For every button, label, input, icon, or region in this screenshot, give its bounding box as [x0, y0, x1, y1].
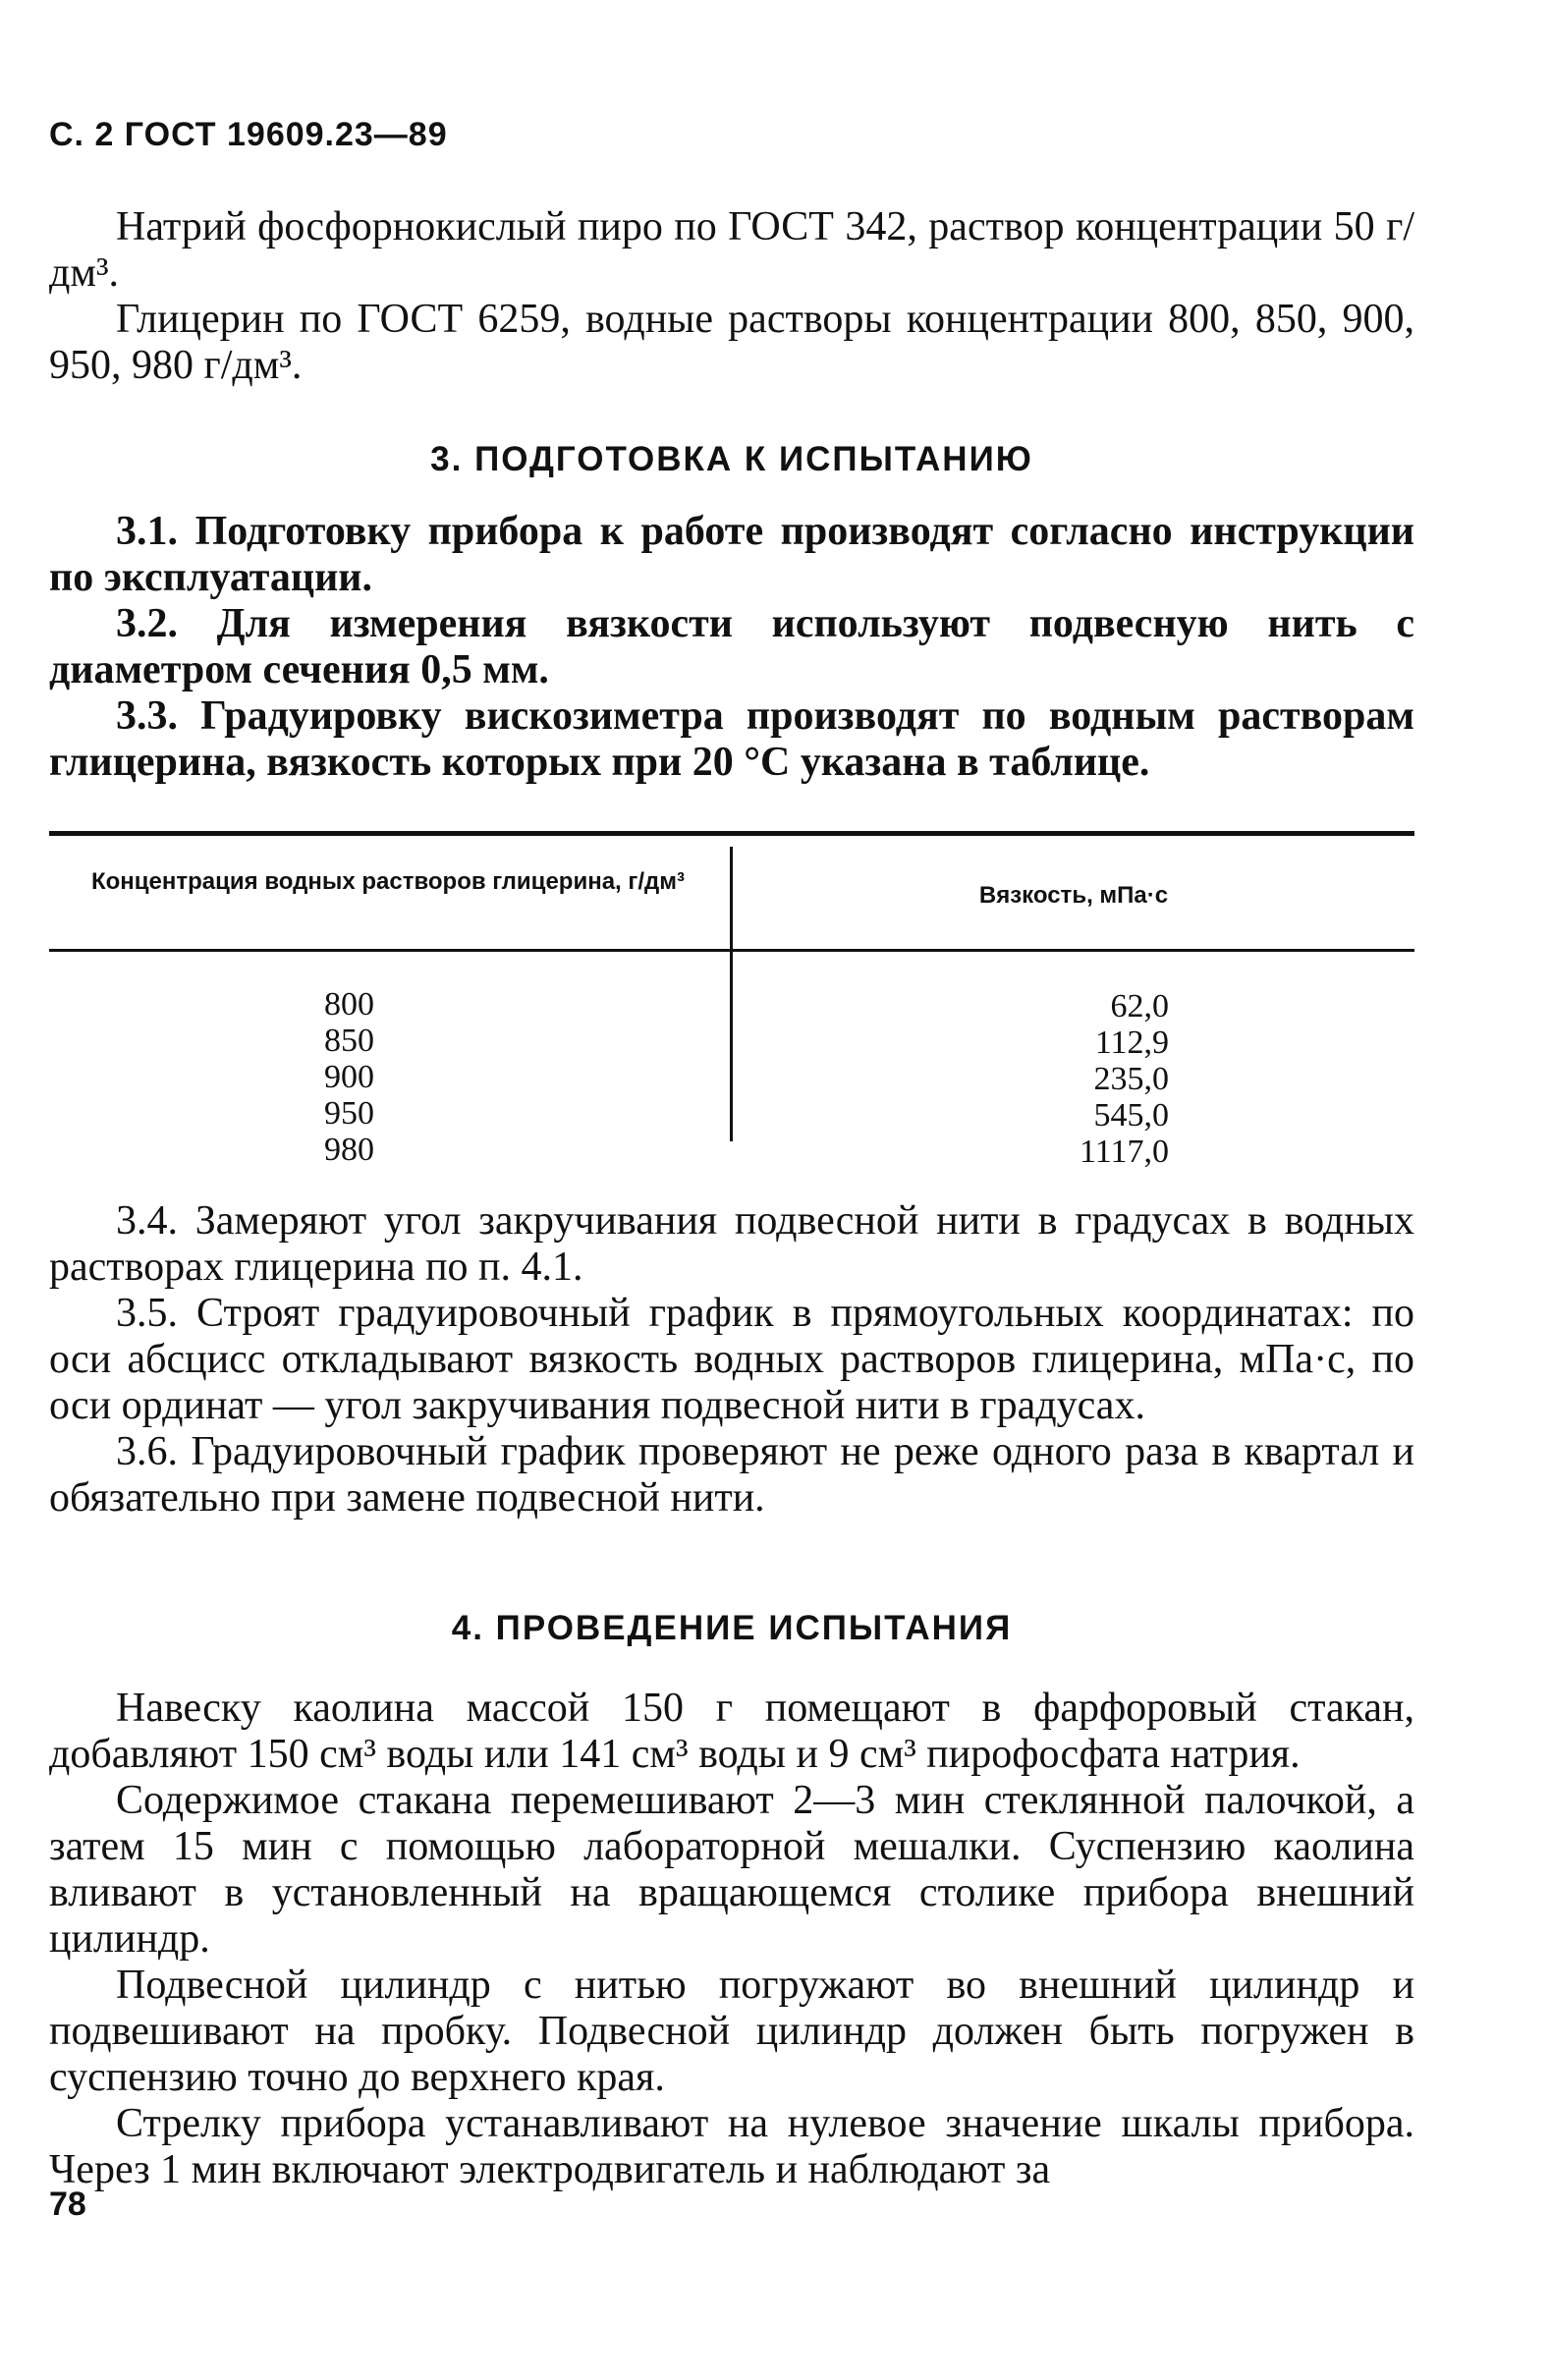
table-cell: 800 [324, 986, 374, 1023]
paragraph: Содержимое стакана перемешивают 2—3 мин стеклянной палочкой, а затем 15 мин с помощью лабораторной мешалки. Суспензию каолина вливают в установленный на вращающемся столике прибора внешний цилиндр. [49, 1778, 1414, 1962]
table-cell: 850 [324, 1023, 374, 1059]
table-header-concentration: Концентрация водных растворов глицерина, г/дм³ [90, 868, 686, 895]
section-3-text [49, 509, 1414, 786]
viscosity-table [49, 831, 1414, 1170]
table-cell: 235,0 [1093, 1061, 1169, 1097]
table-cell: 62,0 [1110, 988, 1169, 1024]
paragraph: Навеску каолина массой 150 г помещают в фарфоровый стакан, добавляют 150 см³ воды или 141 см³ воды и 9 см³ пирофосфата натрия. [49, 1686, 1414, 1777]
section-3-continued-text [49, 1198, 1414, 1522]
section-4-text [49, 1686, 1414, 2193]
paragraph: Подвесной цилиндр с нитью погружают во внешний цилиндр и подвешивают на пробку. Подвесной цилиндр должен быть погружен в суспензию точно до верхнего края. [49, 1963, 1414, 2100]
section-4-title: 4. ПРОВЕДЕНИЕ ИСПЫТАНИЯ [451, 1609, 1013, 1647]
section-3-title: 3. ПОДГОТОВКА К ИСПЫТАНИЮ [430, 440, 1033, 478]
paragraph: Глицерин по ГОСТ 6259, водные растворы концентрации 800, 850, 900, 950, 980 г/дм³. [49, 297, 1414, 388]
paragraph: Стрелку прибора устанавливают на нулевое значение шкалы прибора. Через 1 мин включают электродвигатель и наблюдают за [49, 2101, 1414, 2192]
table-top-rule [49, 831, 1414, 836]
table-cell: 112,9 [1094, 1024, 1169, 1061]
paragraph: 3.6. Градуировочный график проверяют не реже одного раза в квартал и обязательно при замене подвесной нити. [49, 1429, 1414, 1521]
paragraph: 3.1. Подготовку прибора к работе производят согласно инструкции по эксплуатации. [49, 509, 1414, 600]
table-cell: 900 [324, 1059, 374, 1095]
paragraph: Натрий фосфорнокислый пиро по ГОСТ 342, раствор концентрации 50 г/дм³. [49, 204, 1414, 296]
running-header: С. 2 ГОСТ 19609.23—89 [49, 116, 448, 153]
page-number: 78 [49, 2186, 86, 2223]
intro-text [49, 204, 1414, 389]
paragraph: 3.2. Для измерения вязкости используют подвесную нить с диаметром сечения 0,5 мм. [49, 601, 1414, 692]
paragraph: 3.4. Замеряют угол закручивания подвесной нити в градусах в водных растворах глицерина по п. 4.1. [49, 1198, 1414, 1290]
table-header-viscosity: Вязкость, мПа·с [978, 882, 1169, 909]
table-cell: 545,0 [1093, 1097, 1169, 1134]
paragraph: 3.5. Строят градуировочный график в прямоугольных координатах: по оси абсцисс откладывают вязкость водных растворов глицерина, мПа·с, по оси ординат — угол закручивания подвесной нити в градусах. [49, 1291, 1414, 1428]
table-header-rule [49, 949, 1414, 952]
table-column-concentration [324, 986, 462, 1168]
table-cell: 1117,0 [1080, 1134, 1169, 1170]
paragraph: 3.3. Градуировку вискозиметра производят по водным растворам глицерина, вязкость которых при 20 °С указана в таблице. [49, 693, 1414, 785]
table-cell: 950 [324, 1095, 374, 1132]
table-column-viscosity [992, 988, 1169, 1170]
table-cell: 980 [324, 1132, 374, 1168]
